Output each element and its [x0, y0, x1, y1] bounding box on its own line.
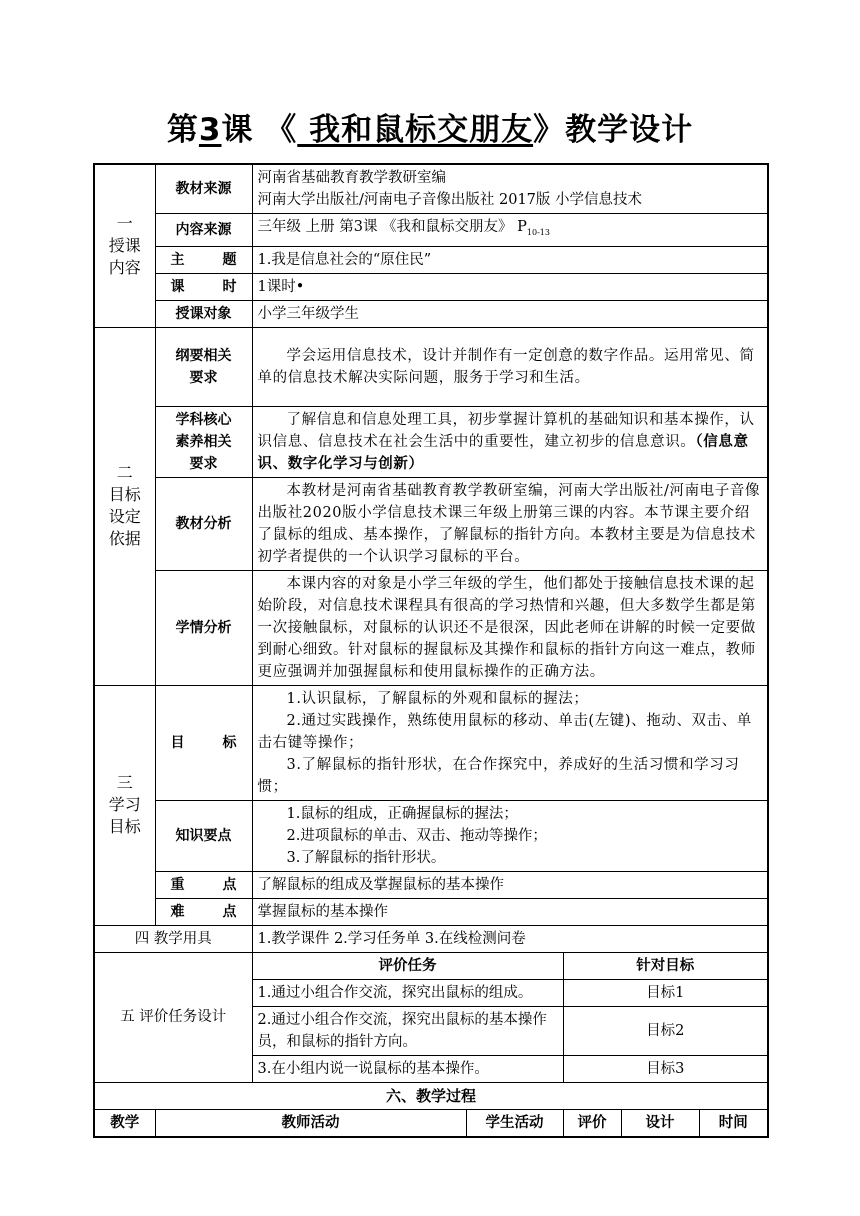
eval-target: 目标1: [563, 979, 768, 1006]
eval-task: 1.通过小组合作交流，探究出鼠标的组成。: [252, 979, 563, 1006]
row-class-hours: [94, 273, 768, 300]
col-student-activity: 学生活动: [466, 1109, 563, 1137]
lesson-plan-table: [93, 163, 769, 1138]
row-knowledge: [94, 800, 768, 871]
label-content-source: 内容来源: [155, 214, 252, 247]
section-1-label: 一 授课内容: [94, 164, 155, 327]
col-teacher-activity: 教师活动: [155, 1109, 466, 1137]
value-teaching-tools: 1.教学课件 2.学习任务单 3.在线检测问卷: [252, 925, 768, 952]
label-student-analysis: 学情分析: [155, 570, 252, 685]
col-evaluation: 评价: [563, 1109, 621, 1137]
header-eval-task: 评价任务: [252, 952, 563, 979]
label-core-literacy: 学科核心素养相关要求: [155, 406, 252, 477]
section-6-title: 六、教学过程: [94, 1082, 768, 1109]
list-item: 2.进项鼠标的单击、双击、拖动等操作；: [286, 827, 547, 844]
value-difficult-point: 掌握鼠标的基本操作: [252, 898, 768, 925]
list-item: 2.通过实践操作，熟练使用鼠标的移动、单击(左键)、拖动、双击、单击右键等操作；: [257, 712, 752, 751]
label-difficult-point: 难 点: [155, 898, 252, 925]
label-outline-requirements: 纲要相关要求: [155, 327, 252, 406]
row-content-source: [94, 214, 768, 247]
title-prefix: 第: [166, 112, 199, 148]
label-topic: 主 题: [155, 246, 252, 273]
title-close: 》教学设计: [533, 112, 694, 148]
lesson-name: 我和鼠标交朋友: [297, 112, 534, 148]
label-textbook-analysis: 教材分析: [155, 477, 252, 570]
value-content-source: 三年级 上册 第3课 《我和鼠标交朋友》 $P_{10-13}$: [252, 214, 768, 247]
value-key-point: 了解鼠标的组成及掌握鼠标的基本操作: [252, 871, 768, 898]
row-difficult-point: [94, 898, 768, 925]
section-2-label: 二 目标设定依据: [94, 327, 155, 685]
eval-task: 3.在小组内说一说鼠标的基本操作。: [252, 1055, 563, 1082]
col-time: 时间: [699, 1109, 768, 1137]
label-knowledge: 知识要点: [155, 800, 252, 871]
col-stage: 教学: [94, 1109, 155, 1137]
section-3-label: 三 学习目标: [94, 685, 155, 925]
label-teaching-tools: 四 教学用具: [94, 925, 252, 952]
row-goals: [94, 685, 768, 800]
list-item: 1.认识鼠标，了解鼠标的外观和鼠标的握法；: [286, 690, 589, 707]
header-eval-target: 针对目标: [563, 952, 768, 979]
title-mid: 课 《: [221, 112, 298, 148]
list-item: 1.鼠标的组成，正确握鼠标的握法；: [286, 805, 518, 822]
value-topic: 1.我是信息社会的“原住民”: [252, 246, 768, 273]
row-teaching-tools: [94, 925, 768, 952]
value-goals: [252, 685, 768, 800]
row-process-header: [94, 1109, 768, 1137]
value-core-literacy: 了解信息和信息处理工具，初步掌握计算机的基础知识和基本操作，认识信息、信息技术在社会生活中的重要性，建立初步的信息意识。（信息意识、数字化学习与创新）: [252, 406, 768, 477]
row-audience: [94, 300, 768, 327]
page-title: [0, 104, 860, 149]
row-process-title: [94, 1082, 768, 1109]
value-knowledge: [252, 800, 768, 871]
value-textbook-analysis: 本教材是河南省基础教育教学教研室编，河南大学出版社/河南电子音像出版社2020版小学信息技术课三年级上册第三课的内容。本节课主要介绍了鼠标的组成、基本操作，了解鼠标的指针方向。本教材主要是为信息技术初学者提供的一个认识学习鼠标的平台。: [252, 477, 768, 570]
label-class-hours: 课 时: [155, 273, 252, 300]
label-key-point: 重 点: [155, 871, 252, 898]
value-outline-requirements: 学会运用信息技术，设计并制作有一定创意的数字作品。运用常见、简单的信息技术解决实际问题，服务于学习和生活。: [252, 327, 768, 406]
label-textbook-source: 教材来源: [155, 164, 252, 214]
value-student-analysis: 本课内容的对象是小学三年级的学生，他们都处于接触信息技术课的起始阶段，对信息技术课程具有很高的学习热情和兴趣，但大多数学生都是第一次接触鼠标，对鼠标的认识还不是很深，因此老师在讲解的时候一定要做到耐心细致。针对鼠标的握鼠标及其操作和鼠标的指针方向这一难点，教师更应强调并加强握鼠标和使用鼠标操作的正确方法。: [252, 570, 768, 685]
eval-target: 目标3: [563, 1055, 768, 1082]
value-textbook-source: 河南省基础教育教学教研室编 河南大学出版社/河南电子音像出版社 2017版 小学信息技术: [252, 164, 768, 214]
row-eval-header: [94, 952, 768, 979]
row-textbook-analysis: [94, 477, 768, 570]
label-goals: 目 标: [155, 685, 252, 800]
list-item: 3.了解鼠标的指针形状。: [286, 849, 446, 866]
row-topic: [94, 246, 768, 273]
row-textbook-source: [94, 164, 768, 214]
label-audience: 授课对象: [155, 300, 252, 327]
value-audience: 小学三年级学生: [252, 300, 768, 327]
row-outline-requirements: [94, 327, 768, 406]
label-evaluation: 五 评价任务设计: [94, 952, 252, 1082]
eval-task: 2.通过小组合作交流，探究出鼠标的基本操作员，和鼠标的指针方向。: [252, 1006, 563, 1055]
col-design: 设计: [621, 1109, 699, 1137]
value-class-hours: 1课时•: [252, 273, 768, 300]
row-student-analysis: [94, 570, 768, 685]
row-key-point: [94, 871, 768, 898]
lesson-number: 3: [198, 112, 222, 148]
eval-target: 目标2: [563, 1006, 768, 1055]
list-item: 3.了解鼠标的指针形状，在合作探究中，养成好的生活习惯和学习习惯；: [257, 756, 740, 795]
row-core-literacy: [94, 406, 768, 477]
